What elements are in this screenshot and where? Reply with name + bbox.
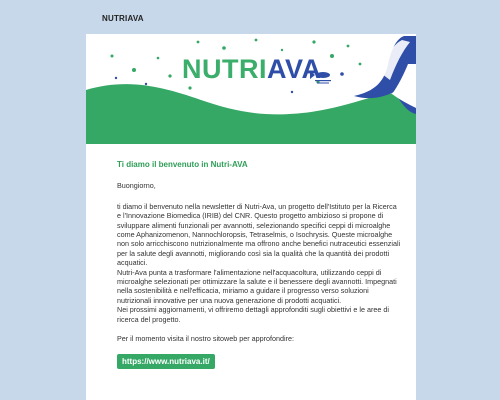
welcome-heading: Ti diamo il benvenuto in Nutri-AVA (117, 160, 248, 169)
header-banner (86, 34, 416, 144)
website-link-button[interactable]: https://www.nutriava.it/ (117, 354, 215, 369)
greeting: Buongiorno, (117, 181, 156, 191)
updates-paragraph: Nei prossimi aggiornamenti, vi offriremo dettagli approfonditi sugli obiettivi e le aree di ricerca del progetto. (117, 305, 389, 324)
wave-illustration (86, 34, 416, 144)
visit-text: Per il momento visita il nostro sitoweb per approfondire: (117, 334, 294, 344)
email-card (86, 34, 416, 400)
brand-logo: NUTRIAVA (182, 54, 322, 84)
mission-paragraph: Nutri-Ava punta a trasformare l'alimentazione nell'acquacoltura, utilizzando ceppi di microalghe selezionati per ottimizzare la salute e il benessere degli avannotti. Impegnati nella sostenibilità e nell'efficacia, miriamo a guidare il progresso verso soluzioni nutrizionali innovative per una nuova generazione di prodotti acquatici. (117, 267, 397, 305)
sender-name: NUTRIAVA (102, 14, 144, 23)
email-body (117, 160, 402, 369)
intro-paragraph: ti diamo il benvenuto nella newsletter di Nutri-Ava, un progetto dell'Istituto per la Ricerca e l'Innovazione Biomedica (IRIB) del CNR. Questo progetto ambizioso si propone di sviluppare alimenti funzionali per avannotti, selezionando specifici ceppi di microalghe come Aphanizomenon, Nannochloropsis, Tetraselmis, o Isochrysis. Queste microalghe non solo arricchiscono nutrizionalmente ma offrono anche benefici nutraceutici essenziali per la salute degli avannotti, migliorando così sia la qualità che la quantità dei prodotti acquatici. (117, 201, 401, 268)
